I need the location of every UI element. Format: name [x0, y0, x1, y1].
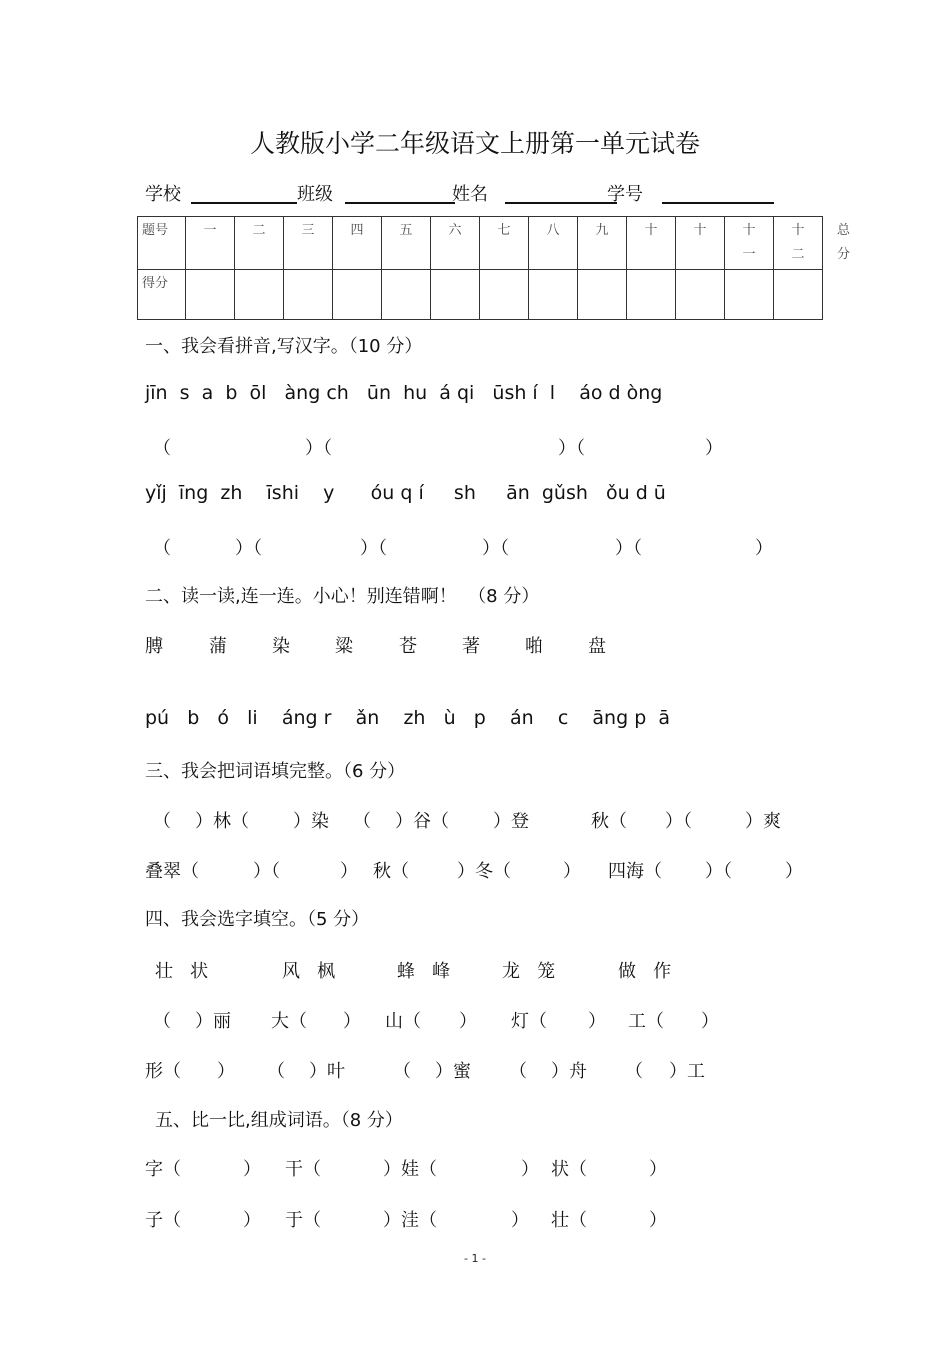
match-char[interactable]: 蒲	[209, 636, 227, 657]
fill-text[interactable]: 山（	[385, 1011, 421, 1032]
fill-text[interactable]: 灯（	[511, 1011, 547, 1032]
fill-text[interactable]: ）	[521, 1159, 539, 1180]
fill-text[interactable]: ）	[243, 1210, 261, 1231]
section-1-heading: 一、我会看拼音,写汉字。（10 分）	[145, 336, 423, 357]
section-3-row-1	[145, 807, 805, 831]
fill-text[interactable]: 干（	[285, 1159, 321, 1180]
fill-text[interactable]: ）舟	[551, 1061, 587, 1082]
fill-text[interactable]: ）（	[253, 861, 280, 882]
fill-text[interactable]: ）（	[705, 861, 732, 882]
fill-text[interactable]: 四海（	[608, 861, 662, 882]
blank-paren[interactable]: ）	[755, 538, 773, 559]
col-8: 八	[529, 217, 578, 270]
fill-text[interactable]: ）冬（	[457, 861, 511, 882]
fill-text[interactable]: ）	[511, 1210, 529, 1231]
section-2-pinyin: pú b ó li áng r ǎn zh ù p án c āng p ā	[145, 707, 670, 729]
fill-text[interactable]: ）洼（	[383, 1210, 437, 1231]
question-number-row: 题号 一 二 三 四 五 六 七 八 九 十 十 十一 十二 总分	[138, 217, 823, 270]
page-number: - 1 -	[464, 1252, 486, 1265]
fill-text[interactable]: （	[393, 1061, 411, 1082]
fill-text[interactable]: 壮（	[551, 1210, 587, 1231]
fill-text[interactable]: ）林（	[195, 811, 249, 832]
fill-text[interactable]: 大（	[271, 1011, 307, 1032]
section-5-row-1	[145, 1155, 745, 1179]
col-3: 三	[284, 217, 333, 270]
score-cell[interactable]	[431, 270, 480, 320]
fill-text[interactable]: （	[153, 811, 171, 832]
fill-text[interactable]: （	[509, 1061, 527, 1082]
blank-paren[interactable]: ）	[705, 438, 723, 459]
section-5-row-2	[145, 1206, 745, 1230]
page-title: 人教版小学二年级语文上册第一单元试卷	[249, 129, 700, 158]
school-blank[interactable]	[191, 202, 297, 204]
fill-text[interactable]: 工（	[628, 1011, 664, 1032]
fill-text[interactable]: ）爽	[745, 811, 781, 832]
fill-text[interactable]: ）叶	[309, 1061, 345, 1082]
score-cell[interactable]	[774, 270, 823, 320]
fill-text[interactable]: ）	[649, 1159, 667, 1180]
fill-text[interactable]: 秋（	[591, 811, 627, 832]
col-5: 五	[382, 217, 431, 270]
blank-paren[interactable]: ）（	[615, 538, 642, 559]
fill-text[interactable]: （	[353, 811, 371, 832]
fill-text[interactable]: 状（	[551, 1159, 587, 1180]
section-4-row-1	[145, 1007, 745, 1031]
char-pair: 龙 笼	[502, 961, 556, 982]
fill-text[interactable]: ）	[785, 861, 803, 882]
fill-text[interactable]: 子（	[145, 1210, 181, 1231]
class-label: 班级	[297, 184, 333, 205]
fill-text[interactable]: （	[267, 1061, 285, 1082]
score-cell[interactable]	[333, 270, 382, 320]
number-blank[interactable]	[662, 202, 774, 204]
blank-paren[interactable]: ）（	[360, 538, 387, 559]
col-9: 九	[578, 217, 627, 270]
fill-text[interactable]: ）	[343, 1011, 361, 1032]
fill-text[interactable]: ）染	[293, 811, 329, 832]
char-pair: 蜂 峰	[397, 961, 451, 982]
section-5-heading: 五、比一比,组成词语。（8 分）	[155, 1110, 403, 1131]
blank-paren[interactable]: （	[153, 438, 171, 459]
col-1: 一	[186, 217, 235, 270]
school-label: 学校	[145, 184, 181, 205]
name-blank[interactable]	[505, 202, 617, 204]
name-label: 姓名	[452, 184, 488, 205]
section-4-heading: 四、我会选字填空。（5 分）	[145, 909, 370, 930]
section-1-blanks-2	[145, 534, 805, 558]
match-char[interactable]: 苍	[399, 636, 417, 657]
fill-text[interactable]: 秋（	[373, 861, 409, 882]
col-7: 七	[480, 217, 529, 270]
col-4: 四	[333, 217, 382, 270]
score-cell[interactable]	[382, 270, 431, 320]
fill-text[interactable]: （	[625, 1061, 643, 1082]
col-12: 十二	[774, 217, 823, 270]
fill-text[interactable]: ）（	[665, 811, 692, 832]
class-blank[interactable]	[345, 202, 455, 204]
fill-text[interactable]: ）登	[493, 811, 529, 832]
section-3-heading: 三、我会把词语填完整。（6 分）	[145, 761, 406, 782]
score-cell[interactable]	[284, 270, 333, 320]
question-number-label: 题号	[138, 217, 186, 270]
fill-text[interactable]: 叠翠（	[145, 861, 199, 882]
fill-text[interactable]: ）	[459, 1011, 477, 1032]
fill-text[interactable]: ）	[243, 1159, 261, 1180]
match-char[interactable]: 啪	[525, 636, 543, 657]
fill-text[interactable]: 形（	[145, 1061, 181, 1082]
fill-text[interactable]: ）工	[669, 1061, 705, 1082]
blank-paren[interactable]: （	[153, 538, 171, 559]
col-10: 十	[627, 217, 676, 270]
match-char[interactable]: 膊	[145, 636, 163, 657]
blank-paren[interactable]: ）（	[235, 538, 262, 559]
blank-paren[interactable]: ）（	[482, 538, 509, 559]
score-cell[interactable]	[725, 270, 774, 320]
score-cell[interactable]	[235, 270, 284, 320]
score-cell[interactable]	[627, 270, 676, 320]
score-cell[interactable]	[676, 270, 725, 320]
match-char[interactable]: 盘	[588, 636, 606, 657]
col-10b: 十	[676, 217, 725, 270]
section-4-char-pairs	[145, 957, 745, 981]
match-char[interactable]: 著	[462, 636, 480, 657]
fill-text[interactable]: ）	[649, 1210, 667, 1231]
score-label: 得分	[138, 270, 186, 320]
match-char[interactable]: 粱	[335, 636, 353, 657]
col-6: 六	[431, 217, 480, 270]
col-2: 二	[235, 217, 284, 270]
col-11: 十一	[725, 217, 774, 270]
fill-text[interactable]: ）娃（	[383, 1159, 437, 1180]
number-label: 学号	[607, 184, 643, 205]
char-pair: 风 枫	[282, 961, 336, 982]
score-cell[interactable]	[186, 270, 235, 320]
section-1-pinyin-1: jīn s a b ōl àng ch ūn hu á qi ūsh í l áo d òng	[145, 382, 663, 404]
fill-text[interactable]: ）	[563, 861, 581, 882]
fill-text[interactable]: 字（	[145, 1159, 181, 1180]
section-4-row-2	[145, 1057, 745, 1081]
char-pair: 壮 状	[155, 961, 209, 982]
match-char[interactable]: 染	[272, 636, 290, 657]
section-2-chars	[145, 632, 645, 656]
fill-text[interactable]: ）蜜	[435, 1061, 471, 1082]
char-pair: 做 作	[618, 961, 672, 982]
fill-text[interactable]: （	[153, 1011, 171, 1032]
score-cell[interactable]	[480, 270, 529, 320]
score-cell[interactable]	[578, 270, 627, 320]
score-table	[137, 216, 851, 320]
blank-paren[interactable]: ）（	[305, 438, 332, 459]
section-1-blanks-1	[145, 434, 805, 458]
blank-paren[interactable]: ）（	[558, 438, 585, 459]
fill-text[interactable]: ）	[588, 1011, 606, 1032]
section-2-heading: 二、读一读,连一连。小心！别连错啊！ （8 分）	[145, 586, 540, 607]
score-row	[138, 270, 823, 320]
fill-text[interactable]: ）丽	[195, 1011, 231, 1032]
fill-text[interactable]: ）谷（	[395, 811, 449, 832]
section-3-row-2	[145, 857, 805, 881]
fill-text[interactable]: ）	[701, 1011, 719, 1032]
score-cell[interactable]	[529, 270, 578, 320]
fill-text[interactable]: ）	[217, 1061, 235, 1082]
section-1-pinyin-2: yǐj īng zh īshi y óu q í sh ān gǔsh ǒu d ū	[145, 482, 666, 504]
fill-text[interactable]: 于（	[285, 1210, 321, 1231]
fill-text[interactable]: ）	[340, 861, 358, 882]
